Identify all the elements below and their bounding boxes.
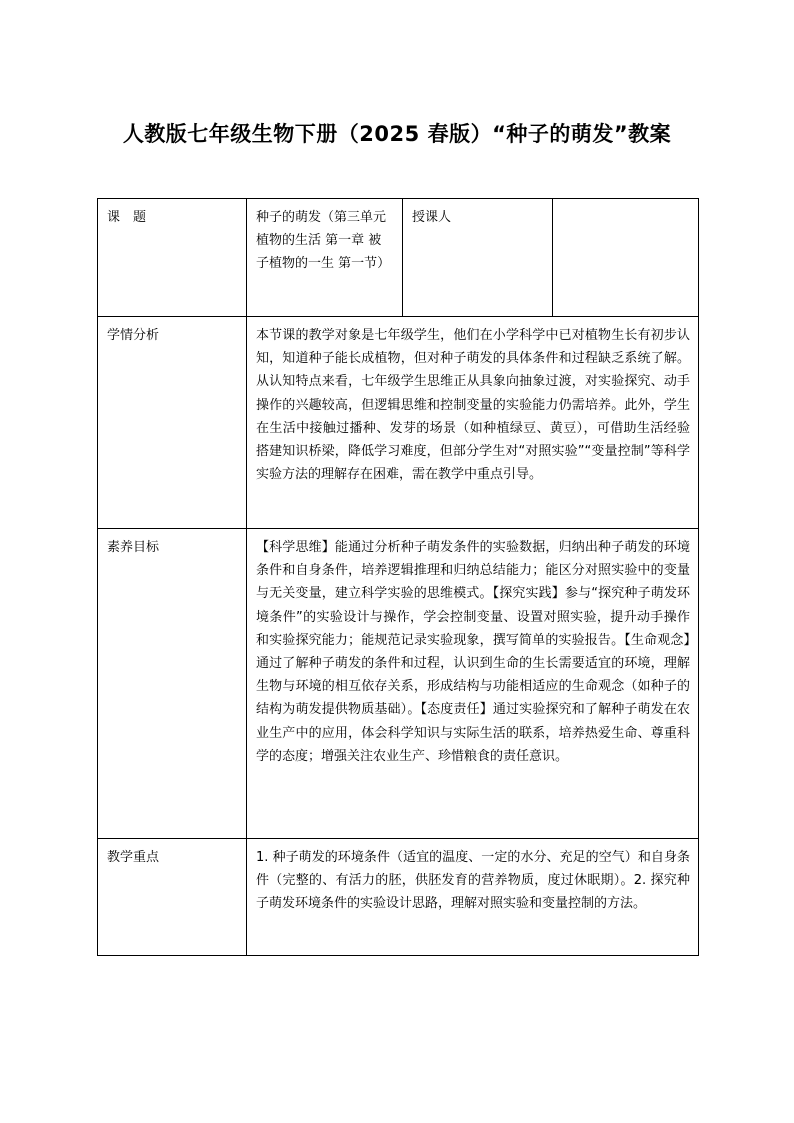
table-row-literacy-goals (98, 529, 699, 839)
literacy-goals-content: 【科学思维】能通过分析种子萌发条件的实验数据，归纳出种子萌发的环境条件和自身条件，培养逻辑推理和归纳总结能力；能区分对照实验中的变量与无关变量，建立科学实验的思维模式。【探究实践】参与“探究种子萌发环境条件”的实验设计与操作，学会控制变量、设置对照实验，提升动手操作和实验探究能力；能规范记录实验现象，撰写简单的实验报告。【生命观念】通过了解种子萌发的条件和过程，认识到生命的生长需要适宜的环境，理解生物与环境的相互依存关系，形成结构与功能相适应的生命观念（如种子的结构为萌发提供物质基础）。【态度责任】通过实验探究和了解种子萌发在农业生产中的应用，体会科学知识与实际生活的联系，培养热爱生命、尊重科学的态度；增强关注农业生产、珍惜粮食的责任意识。 (247, 529, 699, 839)
table-row-student-analysis (98, 317, 699, 529)
page-title: 人教版七年级生物下册（2025 春版）“种子的萌发”教案 (122, 122, 672, 146)
teaching-focus-label: 教学重点 (98, 839, 247, 956)
teacher-label: 授课人 (403, 199, 553, 317)
topic-value: 种子的萌发（第三单元 植物的生活 第一章 被子植物的一生 第一节） (247, 199, 403, 317)
literacy-goals-label: 素养目标 (98, 529, 247, 839)
student-analysis-label: 学情分析 (98, 317, 247, 529)
teaching-focus-content: 1. 种子萌发的环境条件（适宜的温度、一定的水分、充足的空气）和自身条件（完整的、有活力的胚，供胚发育的营养物质，度过休眠期）。2. 探究种子萌发环境条件的实验设计思路，理解对照实验和变量控制的方法。 (247, 839, 699, 956)
teacher-value (553, 199, 699, 317)
topic-label: 课 题 (98, 199, 247, 317)
table-row-teaching-focus (98, 839, 699, 956)
table-row-topic (98, 199, 699, 317)
student-analysis-content: 本节课的教学对象是七年级学生，他们在小学科学中已对植物生长有初步认知，知道种子能长成植物，但对种子萌发的具体条件和过程缺乏系统了解。从认知特点来看，七年级学生思维正从具象向抽象过渡，对实验探究、动手操作的兴趣较高，但逻辑思维和控制变量的实验能力仍需培养。此外，学生在生活中接触过播种、发芽的场景（如种植绿豆、黄豆），可借助生活经验搭建知识桥梁，降低学习难度，但部分学生对“对照实验”“变量控制”等科学实验方法的理解存在困难，需在教学中重点引导。 (247, 317, 699, 529)
lesson-plan-table (97, 198, 699, 956)
